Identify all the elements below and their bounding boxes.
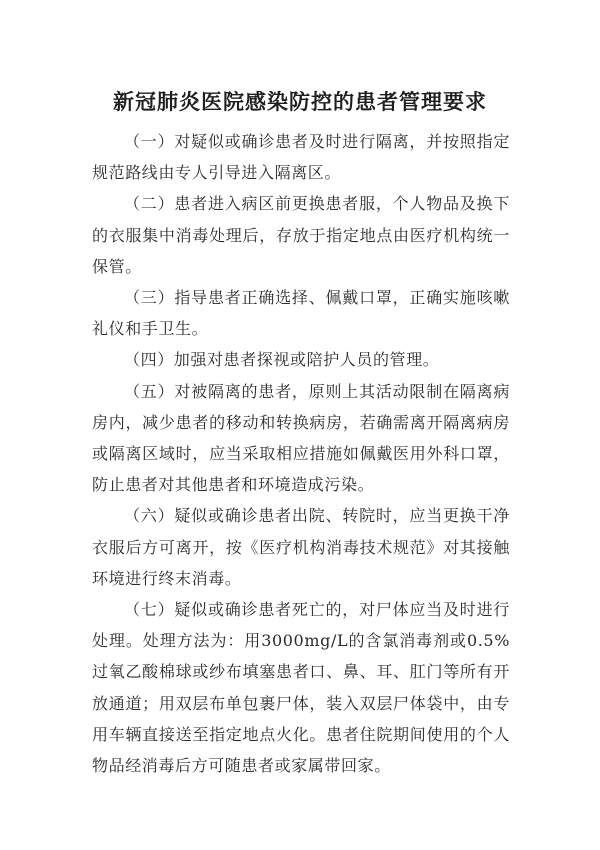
paragraph-5: （五）对被隔离的患者，原则上其活动限制在隔离病房内，减少患者的移动和转换病房，若确需离开隔离病房或隔离区域时，应当采取相应措施如佩戴医用外科口罩，防止患者对其他患者和环境造成污染。	[92, 381, 510, 495]
paragraph-1: （一）对疑似或确诊患者及时进行隔离，并按照指定规范路线由专人引导进入隔离区。	[92, 132, 510, 183]
paragraph-3: （三）指导患者正确选择、佩戴口罩，正确实施咳嗽礼仪和手卫生。	[92, 288, 510, 339]
document-body	[92, 126, 510, 781]
document-title: 新冠肺炎医院感染防控的患者管理要求	[113, 90, 487, 114]
paragraph-6: （六）疑似或确诊患者出院、转院时，应当更换干净衣服后方可离开，按《医疗机构消毒技术规范》对其接触环境进行终末消毒。	[92, 506, 510, 588]
paragraph-7: （七）疑似或确诊患者死亡的，对尸体应当及时进行处理。处理方法为：用3000mg/L的含氯消毒剂或0.5%过氧乙酸棉球或纱布填塞患者口、鼻、耳、肛门等所有开放通道；用双层布单包裹尸体，装入双层尸体袋中，由专用车辆直接送至指定地点火化。患者住院期间使用的个人物品经消毒后方可随患者或家属带回家。	[92, 600, 510, 776]
paragraph-4: （四）加强对患者探视或陪护人员的管理。	[124, 350, 440, 370]
paragraph-2: （二）患者进入病区前更换患者服，个人物品及换下的衣服集中消毒处理后，存放于指定地点由医疗机构统一保管。	[92, 194, 510, 276]
